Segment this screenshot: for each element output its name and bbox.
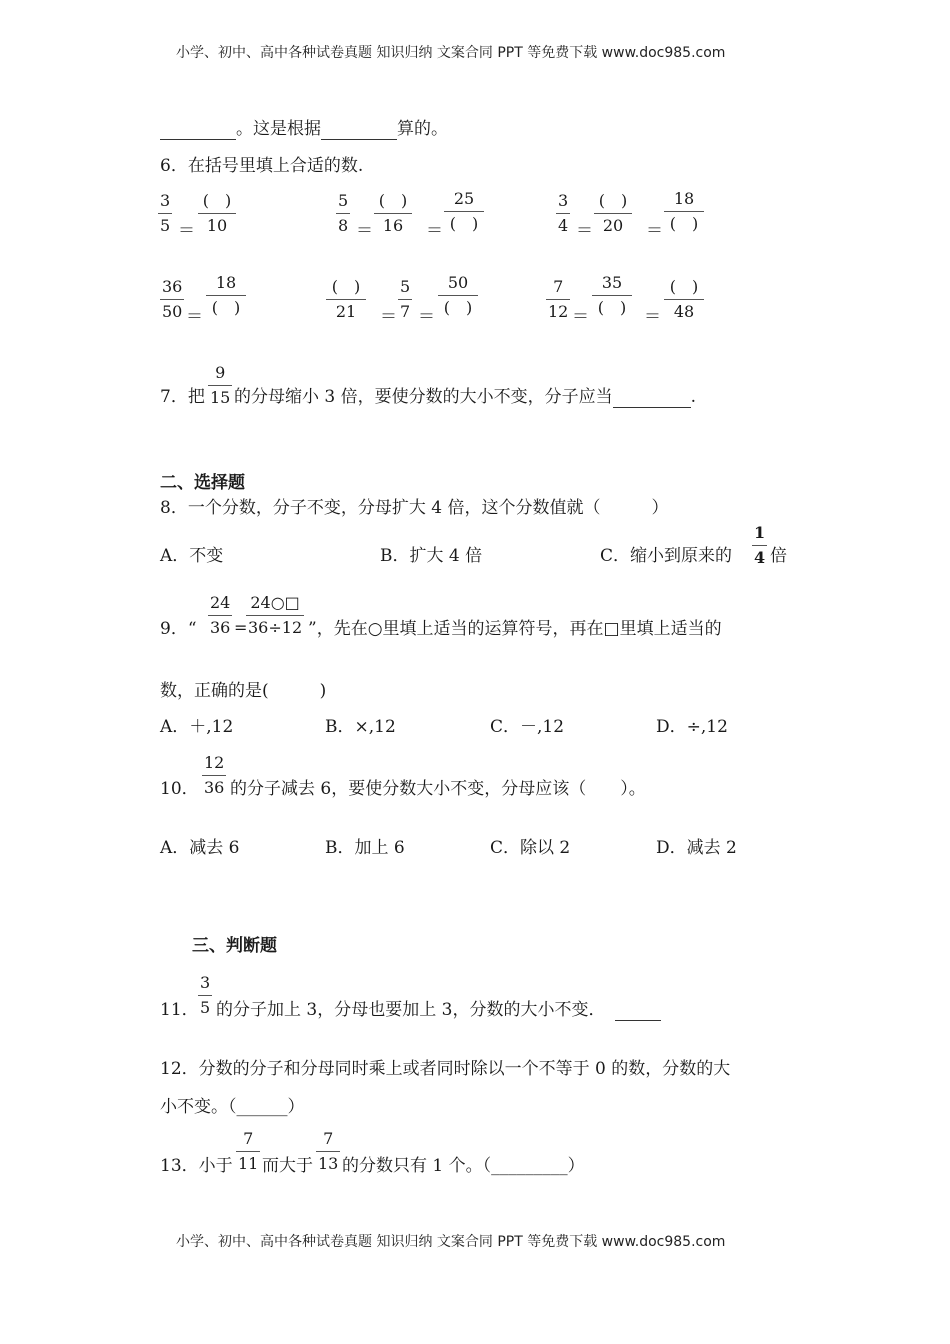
- q12-text-line2[interactable]: 小不变。（______）: [160, 1097, 305, 1117]
- q9-number: 9．“: [160, 619, 197, 639]
- answer-blank[interactable]: [160, 123, 236, 140]
- fraction: ( ) 10: [198, 192, 236, 235]
- q13-mid: 而大于: [262, 1156, 313, 1176]
- equals-sign: ＝: [644, 307, 661, 327]
- answer-paren[interactable]: ( ): [211, 298, 241, 317]
- option-a[interactable]: A．＋,12: [160, 717, 234, 737]
- fraction: 7 13: [318, 1129, 339, 1173]
- answer-paren[interactable]: ( ): [597, 298, 627, 317]
- fraction: 7 12: [548, 277, 569, 321]
- option-b[interactable]: B．扩大 4 倍: [380, 546, 483, 566]
- fraction: 7 11: [238, 1129, 259, 1173]
- section-title: 二、选择题: [160, 473, 245, 493]
- equals-sign: ＝: [186, 307, 203, 327]
- equals-sign: ＝: [178, 221, 195, 241]
- q13-text[interactable]: 的分数只有 1 个。（_________）: [342, 1156, 585, 1176]
- q7-number: 7．把: [160, 387, 205, 407]
- fraction: 50 ( ): [438, 274, 478, 317]
- fraction: 3 5: [200, 973, 211, 1017]
- option-b[interactable]: B．×,12: [325, 717, 396, 737]
- fraction: 18 ( ): [206, 274, 246, 317]
- page-footer: 小学、初中、高中各种试卷真题 知识归纳 文案合同 PPT 等免费下载 www.doc985.com: [176, 1234, 726, 1250]
- q6-title: 6．在括号里填上合适的数.: [160, 156, 364, 176]
- answer-blank[interactable]: [613, 391, 691, 408]
- q9-text: ”，先在○里填上适当的运算符号，再在□里填上适当的: [308, 619, 722, 639]
- q9-text-line2: 数，正确的是( ): [160, 681, 327, 701]
- answer-paren[interactable]: ( ): [669, 214, 699, 233]
- fraction: ( ) 48: [664, 278, 704, 321]
- option-a[interactable]: A．减去 6: [160, 838, 240, 858]
- option-c[interactable]: C．除以 2: [490, 838, 571, 858]
- q12-text: 12．分数的分子和分母同时乘上或者同时除以一个不等于 0 的数，分数的大: [160, 1059, 731, 1079]
- answer-paren[interactable]: ( ): [202, 191, 232, 210]
- fraction: 12 36: [204, 753, 225, 797]
- option-d[interactable]: D．÷,12: [656, 717, 728, 737]
- q11-number: 11．: [160, 1000, 199, 1020]
- fraction: ( ) 20: [594, 192, 632, 235]
- q10-text: 的分子减去 6，要使分数大小不变，分母应该（ ）。: [230, 779, 646, 799]
- fraction: 3 4: [558, 191, 569, 235]
- q11-text: 的分子加上 3，分母也要加上 3，分数的大小不变．: [216, 999, 661, 1021]
- q8-text: 8．一个分数，分子不变，分母扩大 4 倍，这个分数值就（ ）: [160, 498, 669, 518]
- fraction: 24○□ 36÷12: [248, 593, 303, 637]
- fraction: 5 8: [338, 191, 349, 235]
- option-b[interactable]: B．加上 6: [325, 838, 405, 858]
- answer-paren[interactable]: ( ): [443, 298, 473, 317]
- equals-sign: ＝: [576, 221, 593, 241]
- fraction: 3 5: [160, 191, 171, 235]
- fraction: 24 36: [210, 593, 231, 637]
- q13-number: 13．小于: [160, 1156, 233, 1176]
- equals-sign: ＝: [356, 221, 373, 241]
- option-d[interactable]: D．减去 2: [656, 838, 737, 858]
- q7-text: 的分母缩小 3 倍，要使分数的大小不变，分子应当 .: [234, 387, 697, 407]
- fraction: 36 50: [162, 277, 183, 321]
- fraction: ( ) 16: [374, 192, 412, 235]
- fraction: 5 7: [400, 277, 411, 321]
- q5-tail: 。这是根据 算的。: [160, 118, 448, 140]
- q10-number: 10．: [160, 779, 199, 799]
- fraction: 1 4: [754, 523, 766, 567]
- equals-sign: ＝: [418, 307, 435, 327]
- answer-paren[interactable]: ( ): [669, 277, 699, 296]
- answer-paren[interactable]: ( ): [331, 277, 361, 296]
- equals-sign: ＝: [646, 221, 663, 241]
- option-c-suffix: 倍: [770, 546, 787, 566]
- fraction: ( ) 21: [326, 278, 366, 321]
- fraction: 35 ( ): [592, 274, 632, 317]
- equals-sign: ＝: [380, 307, 397, 327]
- fraction: 25 ( ): [444, 190, 484, 233]
- option-c[interactable]: C．－,12: [490, 717, 565, 737]
- section-title: 三、判断题: [192, 936, 277, 956]
- equals-sign: =: [234, 618, 248, 637]
- answer-paren[interactable]: ( ): [378, 191, 408, 210]
- equals-sign: ＝: [426, 221, 443, 241]
- answer-blank[interactable]: [321, 123, 397, 140]
- answer-paren[interactable]: ( ): [449, 214, 479, 233]
- equals-sign: ＝: [572, 307, 589, 327]
- answer-paren[interactable]: ( ): [598, 191, 628, 210]
- option-c[interactable]: C．缩小到原来的: [600, 546, 733, 566]
- fraction: 9 15: [210, 363, 231, 407]
- answer-blank[interactable]: [615, 1004, 661, 1021]
- option-a[interactable]: A．不变: [160, 546, 224, 566]
- page-header: 小学、初中、高中各种试卷真题 知识归纳 文案合同 PPT 等免费下载 www.doc985.com: [176, 45, 726, 61]
- fraction: 18 ( ): [664, 190, 704, 233]
